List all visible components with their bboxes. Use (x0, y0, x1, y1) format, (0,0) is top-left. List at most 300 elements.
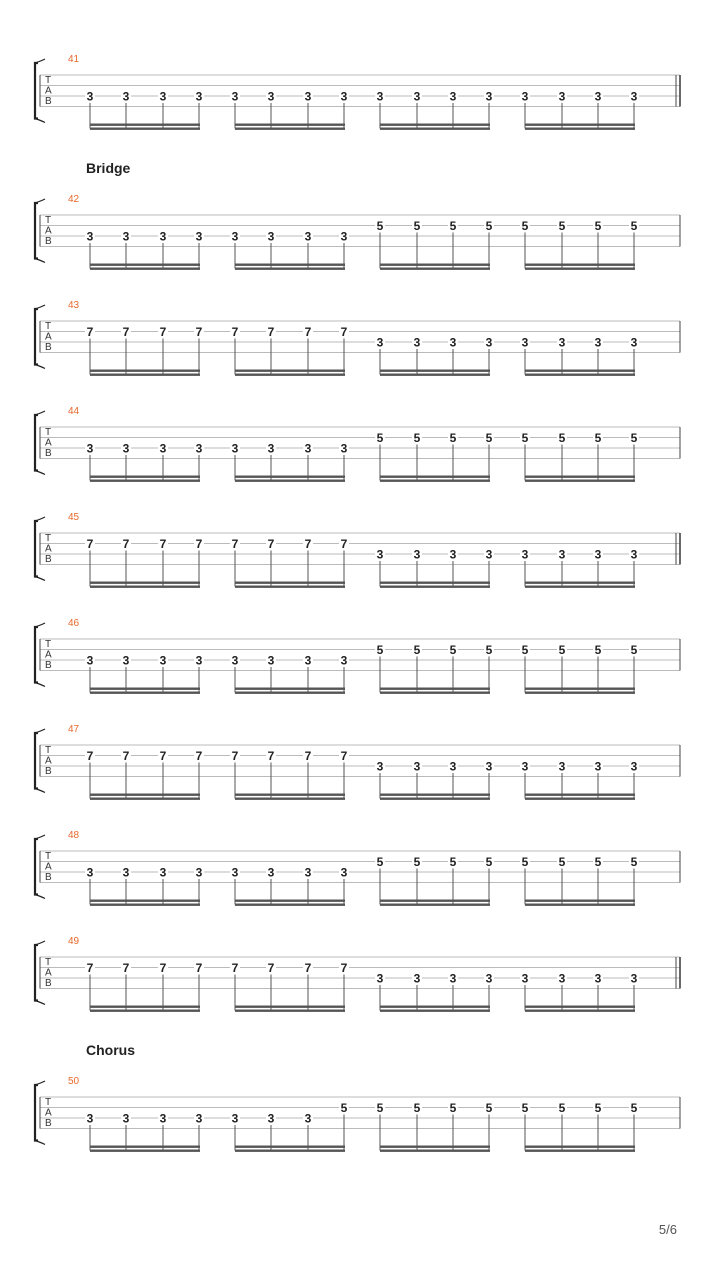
beam-lower (90, 374, 200, 376)
beam-lower (235, 128, 345, 130)
tab-clef-letter: B (45, 978, 52, 989)
measure-number: 46 (68, 618, 80, 629)
beam-lower (235, 374, 345, 376)
tab-clef-letter: A (45, 861, 52, 873)
fret-number: 3 (231, 441, 239, 456)
fret-number: 3 (231, 653, 239, 668)
fret-number: 3 (267, 865, 275, 880)
beam-lower (235, 1010, 345, 1012)
beam-lower (90, 692, 200, 694)
fret-number: 7 (86, 749, 94, 763)
measure-number: 45 (68, 512, 80, 523)
beam-upper (525, 264, 635, 266)
fret-number: 3 (594, 335, 602, 350)
fret-number: 5 (413, 431, 421, 445)
fret-number: 5 (521, 855, 529, 869)
fret-number: 3 (340, 653, 348, 668)
fret-number: 7 (195, 325, 203, 339)
fret-number: 7 (267, 325, 275, 339)
bracket-hook-bottom (35, 119, 45, 123)
beam-upper (525, 794, 635, 796)
fret-number: 5 (340, 1101, 348, 1115)
fret-number: 3 (485, 759, 493, 774)
fret-number: 3 (231, 865, 239, 880)
beam-lower (90, 268, 200, 270)
beam-lower (90, 798, 200, 800)
beam-lower (380, 798, 490, 800)
fret-number: 3 (558, 759, 566, 774)
fret-number: 3 (630, 335, 638, 350)
fret-number: 3 (413, 971, 421, 986)
tab-clef-letter: T (45, 321, 52, 332)
fret-number: 7 (86, 325, 94, 339)
fret-number: 3 (485, 971, 493, 986)
tab-clef-letter: B (45, 448, 52, 459)
system-bracket (35, 839, 38, 895)
fret-number: 3 (159, 653, 167, 668)
bracket-hook-top (35, 411, 45, 415)
fret-number: 3 (485, 89, 493, 104)
system-bracket (35, 733, 38, 789)
beam-upper (525, 688, 635, 690)
fret-number: 5 (558, 643, 566, 657)
beam-upper (90, 794, 200, 796)
tab-clef-letter: T (45, 745, 52, 756)
beam-upper (380, 1006, 490, 1008)
beam-lower (525, 692, 635, 694)
fret-number: 7 (122, 749, 130, 763)
tab-clef-letter: T (45, 639, 52, 650)
beam-lower (90, 904, 200, 906)
fret-number: 3 (195, 89, 203, 104)
fret-number: 5 (558, 431, 566, 445)
tab-clef-letter: T (45, 957, 52, 968)
fret-number: 7 (267, 961, 275, 975)
fret-number: 3 (558, 971, 566, 986)
fret-number: 7 (304, 325, 312, 339)
fret-number: 3 (231, 1111, 239, 1126)
fret-number: 3 (267, 1111, 275, 1126)
fret-number: 7 (304, 749, 312, 763)
fret-number: 5 (594, 431, 602, 445)
beam-lower (235, 904, 345, 906)
fret-number: 3 (594, 89, 602, 104)
fret-number: 3 (376, 971, 384, 986)
system-bracket (35, 309, 38, 365)
fret-number: 3 (231, 229, 239, 244)
fret-number: 3 (195, 1111, 203, 1126)
fret-number: 5 (521, 431, 529, 445)
fret-number: 3 (521, 759, 529, 774)
page-number: 5/6 (658, 1222, 677, 1237)
fret-number: 3 (267, 653, 275, 668)
beam-upper (235, 476, 345, 478)
fret-number: 5 (558, 855, 566, 869)
fret-number: 7 (231, 537, 239, 551)
fret-number: 7 (195, 537, 203, 551)
tab-clef-letter: T (45, 75, 52, 86)
tab-clef-letter: T (45, 533, 52, 544)
fret-number: 3 (304, 89, 312, 104)
beam-lower (90, 586, 200, 588)
fret-number: 3 (521, 89, 529, 104)
tab-clef-letter: B (45, 766, 52, 777)
fret-number: 5 (630, 855, 638, 869)
fret-number: 3 (122, 865, 130, 880)
fret-number: 3 (630, 547, 638, 562)
beam-lower (525, 798, 635, 800)
beam-upper (235, 264, 345, 266)
fret-number: 5 (485, 643, 493, 657)
tab-clef-letter: A (45, 543, 52, 555)
fret-number: 3 (485, 335, 493, 350)
fret-number: 3 (122, 653, 130, 668)
beam-upper (90, 370, 200, 372)
measure-number: 44 (68, 406, 80, 417)
fret-number: 7 (340, 961, 348, 975)
fret-number: 7 (231, 325, 239, 339)
fret-number: 3 (231, 89, 239, 104)
beam-lower (380, 374, 490, 376)
fret-number: 3 (558, 335, 566, 350)
fret-number: 3 (195, 653, 203, 668)
beam-upper (90, 124, 200, 126)
fret-number: 3 (122, 89, 130, 104)
fret-number: 5 (558, 1101, 566, 1115)
fret-number: 5 (413, 219, 421, 233)
bracket-hook-bottom (35, 577, 45, 581)
fret-number: 3 (521, 971, 529, 986)
tab-clef-letter: B (45, 96, 52, 107)
beam-lower (380, 692, 490, 694)
measure-number: 50 (68, 1076, 80, 1087)
fret-number: 3 (413, 89, 421, 104)
fret-number: 5 (521, 643, 529, 657)
fret-number: 5 (376, 643, 384, 657)
beam-lower (525, 1010, 635, 1012)
fret-number: 3 (304, 1111, 312, 1126)
fret-number: 7 (86, 537, 94, 551)
fret-number: 7 (195, 749, 203, 763)
fret-number: 3 (267, 441, 275, 456)
bracket-hook-bottom (35, 895, 45, 899)
bracket-hook-top (35, 59, 45, 63)
tab-clef-letter: A (45, 331, 52, 343)
fret-number: 5 (413, 1101, 421, 1115)
beam-upper (525, 124, 635, 126)
bracket-hook-top (35, 941, 45, 945)
fret-number: 7 (122, 961, 130, 975)
fret-number: 3 (159, 89, 167, 104)
fret-number: 3 (122, 1111, 130, 1126)
fret-number: 7 (159, 325, 167, 339)
beam-upper (380, 688, 490, 690)
fret-number: 5 (594, 1101, 602, 1115)
fret-number: 3 (449, 89, 457, 104)
beam-upper (90, 582, 200, 584)
fret-number: 5 (521, 219, 529, 233)
fret-number: 7 (122, 325, 130, 339)
fret-number: 7 (304, 537, 312, 551)
fret-number: 5 (376, 219, 384, 233)
fret-number: 5 (449, 431, 457, 445)
fret-number: 5 (630, 219, 638, 233)
fret-number: 7 (195, 961, 203, 975)
beam-upper (380, 476, 490, 478)
system-bracket (35, 203, 38, 259)
fret-number: 7 (159, 749, 167, 763)
fret-number: 7 (304, 961, 312, 975)
system-bracket (35, 1085, 38, 1141)
beam-upper (525, 370, 635, 372)
fret-number: 7 (267, 749, 275, 763)
fret-number: 3 (122, 229, 130, 244)
measure-number: 42 (68, 194, 80, 205)
fret-number: 3 (340, 229, 348, 244)
fret-number: 3 (86, 441, 94, 456)
bracket-hook-bottom (35, 471, 45, 475)
measure-number: 47 (68, 724, 80, 735)
fret-number: 3 (376, 547, 384, 562)
fret-number: 3 (304, 441, 312, 456)
bracket-hook-bottom (35, 365, 45, 369)
fret-number: 5 (485, 431, 493, 445)
beam-upper (90, 900, 200, 902)
tab-clef-letter: T (45, 427, 52, 438)
fret-number: 5 (485, 855, 493, 869)
fret-number: 7 (122, 537, 130, 551)
fret-number: 5 (594, 219, 602, 233)
fret-number: 5 (630, 643, 638, 657)
beam-lower (90, 128, 200, 130)
beam-lower (235, 268, 345, 270)
beam-upper (380, 900, 490, 902)
system-bracket (35, 945, 38, 1001)
beam-upper (90, 476, 200, 478)
tab-clef-letter: B (45, 660, 52, 671)
beam-upper (235, 794, 345, 796)
fret-number: 3 (413, 759, 421, 774)
fret-number: 5 (485, 1101, 493, 1115)
system-bracket (35, 63, 38, 119)
fret-number: 3 (630, 971, 638, 986)
fret-number: 3 (159, 441, 167, 456)
fret-number: 3 (449, 971, 457, 986)
measure-number: 49 (68, 936, 80, 947)
fret-number: 5 (630, 431, 638, 445)
fret-number: 7 (159, 961, 167, 975)
beam-lower (235, 480, 345, 482)
beam-lower (380, 1010, 490, 1012)
fret-number: 7 (340, 537, 348, 551)
fret-number: 3 (630, 759, 638, 774)
fret-number: 7 (340, 325, 348, 339)
beam-upper (380, 794, 490, 796)
beam-upper (90, 688, 200, 690)
beam-lower (525, 128, 635, 130)
beam-lower (235, 798, 345, 800)
measure-number: 48 (68, 830, 80, 841)
bracket-hook-top (35, 199, 45, 203)
tab-clef-letter: T (45, 851, 52, 862)
beam-upper (235, 1146, 345, 1148)
beam-upper (380, 124, 490, 126)
section-label: Chorus (86, 1042, 135, 1058)
system-bracket (35, 627, 38, 683)
fret-number: 3 (86, 89, 94, 104)
beam-lower (235, 692, 345, 694)
measure-number: 41 (68, 54, 80, 65)
fret-number: 3 (340, 89, 348, 104)
fret-number: 7 (159, 537, 167, 551)
bracket-hook-bottom (35, 1001, 45, 1005)
bracket-hook-top (35, 1081, 45, 1085)
fret-number: 5 (449, 643, 457, 657)
fret-number: 3 (122, 441, 130, 456)
fret-number: 7 (267, 537, 275, 551)
beam-upper (90, 1006, 200, 1008)
fret-number: 7 (340, 749, 348, 763)
bracket-hook-bottom (35, 789, 45, 793)
beam-lower (235, 586, 345, 588)
tab-clef-letter: B (45, 236, 52, 247)
beam-upper (235, 582, 345, 584)
bracket-hook-top (35, 623, 45, 627)
beam-lower (380, 268, 490, 270)
section-label: Bridge (86, 160, 131, 176)
fret-number: 5 (630, 1101, 638, 1115)
fret-number: 3 (630, 89, 638, 104)
fret-number: 3 (86, 229, 94, 244)
beam-lower (380, 128, 490, 130)
tab-clef-letter: A (45, 755, 52, 767)
fret-number: 7 (231, 961, 239, 975)
bracket-hook-top (35, 517, 45, 521)
beam-lower (90, 1010, 200, 1012)
fret-number: 3 (376, 335, 384, 350)
fret-number: 5 (449, 855, 457, 869)
fret-number: 3 (195, 865, 203, 880)
fret-number: 3 (195, 229, 203, 244)
beam-upper (525, 1006, 635, 1008)
beam-upper (525, 900, 635, 902)
system-bracket (35, 415, 38, 471)
beam-upper (525, 476, 635, 478)
beam-upper (235, 688, 345, 690)
fret-number: 3 (267, 229, 275, 244)
fret-number: 3 (485, 547, 493, 562)
fret-number: 3 (304, 229, 312, 244)
fret-number: 3 (267, 89, 275, 104)
tab-clef-letter: A (45, 967, 52, 979)
beam-upper (525, 582, 635, 584)
tab-clef-letter: A (45, 225, 52, 237)
fret-number: 7 (86, 961, 94, 975)
beam-upper (380, 1146, 490, 1148)
measure-number: 43 (68, 300, 80, 311)
tab-clef-letter: A (45, 437, 52, 449)
fret-number: 3 (413, 547, 421, 562)
fret-number: 5 (521, 1101, 529, 1115)
fret-number: 5 (558, 219, 566, 233)
fret-number: 3 (340, 441, 348, 456)
fret-number: 3 (376, 89, 384, 104)
fret-number: 3 (159, 1111, 167, 1126)
beam-lower (90, 1150, 200, 1152)
fret-number: 3 (594, 971, 602, 986)
fret-number: 3 (558, 89, 566, 104)
fret-number: 3 (159, 865, 167, 880)
tab-clef-letter: A (45, 649, 52, 661)
fret-number: 5 (376, 855, 384, 869)
beam-lower (380, 1150, 490, 1152)
beam-upper (380, 582, 490, 584)
fret-number: 5 (376, 431, 384, 445)
fret-number: 3 (594, 547, 602, 562)
fret-number: 3 (376, 759, 384, 774)
fret-number: 3 (449, 547, 457, 562)
fret-number: 5 (594, 643, 602, 657)
fret-number: 3 (86, 865, 94, 880)
bracket-hook-bottom (35, 683, 45, 687)
tab-clef-letter: B (45, 872, 52, 883)
fret-number: 3 (521, 547, 529, 562)
fret-number: 5 (376, 1101, 384, 1115)
tab-clef-letter: T (45, 1097, 52, 1108)
fret-number: 3 (304, 865, 312, 880)
bracket-hook-bottom (35, 259, 45, 263)
tab-clef-letter: A (45, 1107, 52, 1119)
beam-upper (380, 264, 490, 266)
fret-number: 3 (558, 547, 566, 562)
tab-clef-letter: B (45, 554, 52, 565)
fret-number: 3 (159, 229, 167, 244)
beam-upper (235, 370, 345, 372)
bracket-hook-top (35, 729, 45, 733)
beam-upper (235, 1006, 345, 1008)
beam-lower (525, 480, 635, 482)
fret-number: 3 (449, 335, 457, 350)
beam-lower (380, 480, 490, 482)
system-bracket (35, 521, 38, 577)
beam-lower (90, 480, 200, 482)
tab-clef-letter: T (45, 215, 52, 226)
fret-number: 3 (86, 1111, 94, 1126)
beam-lower (525, 586, 635, 588)
fret-number: 5 (413, 855, 421, 869)
fret-number: 3 (304, 653, 312, 668)
fret-number: 3 (594, 759, 602, 774)
fret-number: 3 (449, 759, 457, 774)
beam-upper (90, 264, 200, 266)
tab-clef-letter: B (45, 1118, 52, 1129)
tab-clef-letter: A (45, 85, 52, 97)
fret-number: 5 (413, 643, 421, 657)
bracket-hook-bottom (35, 1141, 45, 1145)
beam-lower (525, 374, 635, 376)
bracket-hook-top (35, 835, 45, 839)
fret-number: 3 (195, 441, 203, 456)
fret-number: 5 (594, 855, 602, 869)
fret-number: 5 (449, 1101, 457, 1115)
fret-number: 3 (340, 865, 348, 880)
beam-upper (90, 1146, 200, 1148)
beam-upper (380, 370, 490, 372)
beam-upper (235, 900, 345, 902)
fret-number: 3 (521, 335, 529, 350)
beam-lower (380, 904, 490, 906)
beam-lower (525, 904, 635, 906)
